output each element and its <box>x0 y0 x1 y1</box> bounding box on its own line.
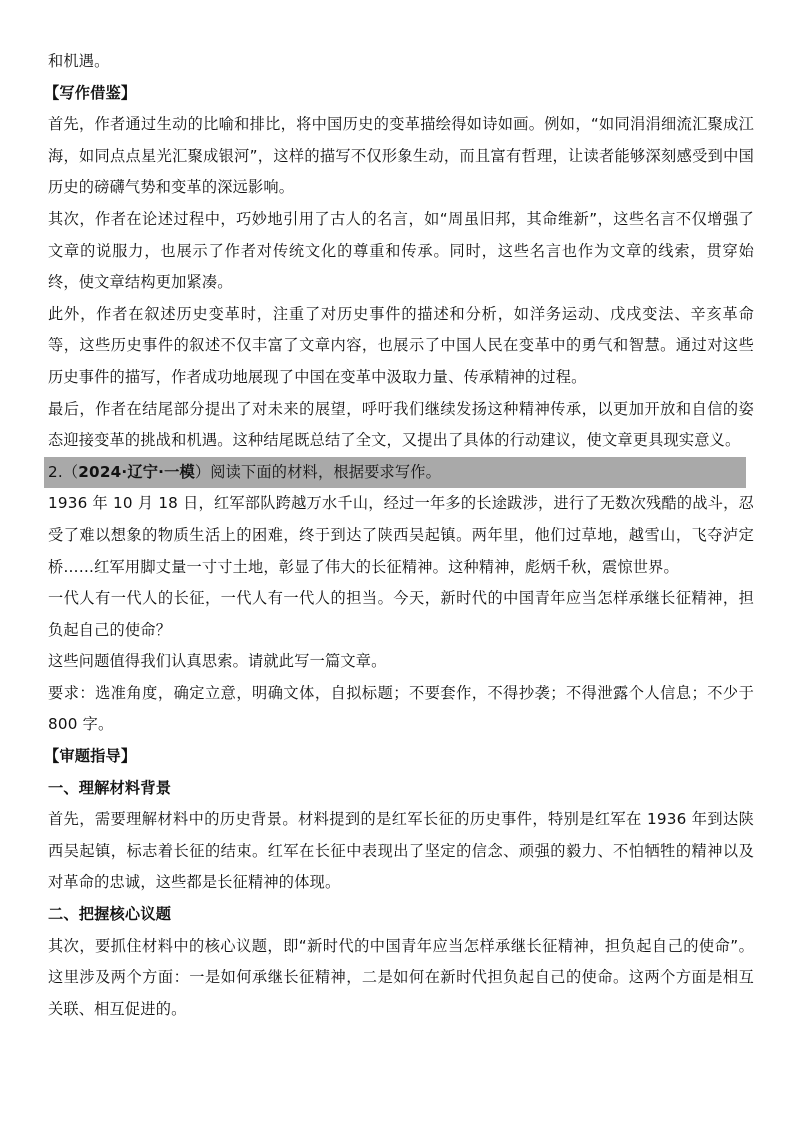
writing-paragraph-2: 其次，作者在论述过程中，巧妙地引用了古人的名言，如“周虽旧邦，其命维新”，这些名言不仅增强了文章的说服力，也展示了作者对传统文化的尊重和传承。同时，这些名言也作为文章的线索，贯穿始终，使文章结构更加紧凑。 <box>48 209 754 292</box>
writing-paragraph-3: 此外，作者在叙述历史变革时，注重了对历史事件的描述和分析，如洋务运动、戊戌变法、辛亥革命等，这些历史事件的叙述不仅丰富了文章内容，也展示了中国人民在变革中的勇气和智慧。通过对这些历史事件的描写，作者成功地展现了中国在变革中汲取力量、传承精神的过程。 <box>48 304 754 386</box>
question-prompt: ）阅读下面的材料，根据要求写作。 <box>194 462 442 481</box>
material-paragraph-2: 一代人有一代人的长征，一代人有一代人的担当。今天，新时代的中国青年应当怎样承继长征精神，担负起自己的使命？ <box>48 589 754 639</box>
writing-paragraph-1: 首先，作者通过生动的比喻和排比，将中国历史的变革描绘得如诗如画。例如，“如同涓涓细流汇聚成江海，如同点点星光汇聚成银河”，这样的描写不仅形象生动，而且富有哲理，让读者能够深刻感受到中国历史的磅礴气势和变革的深远影响。 <box>48 115 754 197</box>
guide-section-2-title: 二、把握核心议题 <box>48 905 172 924</box>
material-paragraph-3: 这些问题值得我们认真思索。请就此写一篇文章。 <box>48 652 387 671</box>
guide-section-2-text: 其次，要抓住材料中的核心议题，即“新时代的中国青年应当怎样承继长征精神，担负起自己的使命”。这里涉及两个方面：一是如何承继长征精神，二是如何在新时代担负起自己的使命。这两个方面是相互关联、相互促进的。 <box>48 936 754 1018</box>
writing-paragraph-4: 最后，作者在结尾部分提出了对未来的展望，呼吁我们继续发扬这种精神传承，以更加开放和自信的姿态迎接变革的挑战和机遇。这种结尾既总结了全文，又提出了具体的行动建议，使文章更具现实意义。 <box>48 399 754 450</box>
requirements-paragraph: 要求：选准角度，确定立意，明确文体，自拟标题；不要套作，不得抄袭；不得泄露个人信息；不少于 800 字。 <box>48 683 754 734</box>
question-number: 2.（ <box>48 462 79 481</box>
writing-reference-heading: 【写作借鉴】 <box>44 83 137 102</box>
question-exam-source: 2024·辽宁·一模 <box>78 462 195 481</box>
document-page <box>44 46 754 1025</box>
question-header-band <box>44 457 746 489</box>
material-paragraph-1: 1936 年 10 月 18 日，红军部队跨越万水千山，经过一年多的长途跋涉，进行了无数次残酷的战斗，忍受了难以想象的物质生活上的困难，终于到达了陕西吴起镇。两年里，他们过草地，越雪山，飞夺泸定桥……红军用脚丈量一寸寸土地，彰显了伟大的长征精神。这种精神，彪炳千秋，震惊世界。 <box>48 494 754 576</box>
guide-heading: 【审题指导】 <box>44 747 137 766</box>
guide-section-1-text: 首先，需要理解材料中的历史背景。材料提到的是红军长征的历史事件，特别是红军在 1936 年到达陕西吴起镇，标志着长征的结束。红军在长征中表现出了坚定的信念、顽强的毅力、不怕牺牲的精神以及对革命的忠诚，这些都是长征精神的体现。 <box>48 810 754 892</box>
guide-section-1-title: 一、理解材料背景 <box>48 778 172 797</box>
paragraph-continuation: 和机遇。 <box>48 52 110 70</box>
